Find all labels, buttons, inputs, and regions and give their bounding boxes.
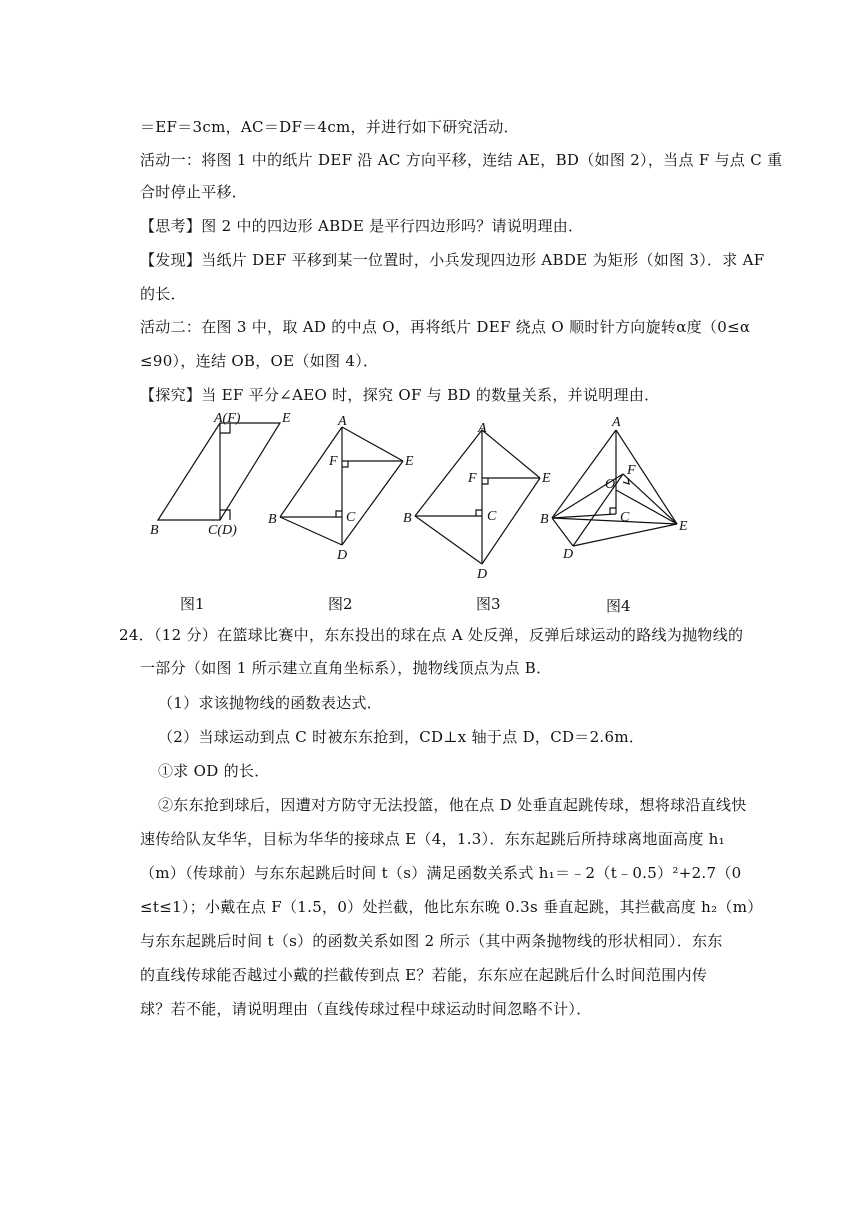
fig4-label-c: C — [620, 510, 630, 525]
fig1-label-b: B — [150, 523, 159, 538]
p24-line-9: ≤t≤1）；小戴在点 F（1.5，0）处拦截，他比东东晚 0.3s 垂直起跳，其拦截高度 h₂（m） — [140, 898, 763, 916]
p24-line-12: 球？若不能，请说明理由（直线传球过程中球运动时间忽略不计）． — [140, 1000, 592, 1018]
p23-line-8: ≤90），连结 OB，OE（如图 4）． — [140, 352, 379, 370]
fig2-label-d: D — [337, 548, 348, 563]
figure-4 — [540, 412, 700, 576]
fig4-label-a: A — [612, 415, 621, 430]
fig3-label-c: C — [487, 509, 497, 524]
p24-line-10: 与东东起跳后时间 t（s）的函数关系如图 2 所示（其中两条抛物线的形状相同）．东东 — [140, 932, 723, 950]
fig4-caption: 图4 — [606, 597, 631, 615]
figure-2 — [270, 415, 420, 584]
p23-line-6: 的长． — [140, 285, 186, 303]
fig2-label-e: E — [405, 454, 414, 469]
fig3-label-e: E — [542, 471, 551, 486]
fig2-caption: 图2 — [328, 595, 353, 613]
p24-line-3: （1）求该抛物线的函数表达式． — [158, 694, 383, 712]
fig1-caption: 图1 — [180, 595, 205, 613]
p23-line-2: 活动一：将图 1 中的纸片 DEF 沿 AC 方向平移，连结 AE，BD（如图 2），当点 F 与点 C 重 — [140, 151, 783, 169]
p24-line-5: ①求 OD 的长． — [158, 762, 270, 780]
p24-line-8: （m）（传球前）与东东起跳后时间 t（s）满足函数关系式 h₁＝﹣2（t﹣0.5）²+2.7（0 — [140, 864, 742, 882]
fig3-caption: 图3 — [476, 595, 501, 613]
p24-line-2: 一部分（如图 1 所示建立直角坐标系），抛物线顶点为点 B． — [140, 659, 552, 677]
fig4-label-b: B — [540, 512, 549, 527]
fig2-label-a: A — [338, 414, 347, 429]
p23-line-3: 合时停止平移． — [140, 183, 248, 201]
p23-line-5: 【发现】当纸片 DEF 平移到某一位置时，小兵发现四边形 ABDE 为矩形（如图 3）．求 AF — [140, 251, 765, 269]
p24-line-4: （2）当球运动到点 C 时被东东抢到，CD⊥x 轴于点 D，CD＝2.6m． — [158, 728, 645, 746]
fig3-label-a: A — [478, 421, 487, 436]
fig3-label-d: D — [477, 567, 488, 582]
figure-3 — [400, 418, 560, 584]
fig2-label-c: C — [346, 510, 356, 525]
fig2-label-b: B — [268, 512, 277, 527]
p23-line-4: 【思考】图 2 中的四边形 ABDE 是平行四边形吗？请说明理由． — [140, 217, 584, 235]
p23-line-7: 活动二：在图 3 中，取 AD 的中点 O，再将纸片 DEF 绕点 O 顺时针方向旋转α度（0≤α — [140, 318, 751, 336]
p23-line-1: ＝EF＝3cm，AC＝DF＝4cm，并进行如下研究活动． — [140, 118, 519, 136]
fig1-label-af: A(F) — [214, 411, 241, 426]
p24-line-11: 的直线传球能否越过小戴的拦截传到点 E？若能，东东应在起跳后什么时间范围内传 — [140, 966, 708, 984]
fig3-label-f: F — [468, 471, 477, 486]
fig4-label-f: F — [627, 463, 636, 478]
p23-line-9: 【探究】当 EF 平分∠AEO 时，探究 OF 与 BD 的数量关系，并说明理由． — [140, 386, 660, 404]
p24-line-7: 速传给队友华华，目标为华华的接球点 E（4，1.3）．东东起跳后所持球离地面高度 h₁ — [140, 830, 725, 848]
p24-line-1: 24．（12 分）在篮球比赛中，东东投出的球在点 A 处反弹，反弹后球运动的路线为抛物线的 — [119, 626, 744, 644]
fig3-label-b: B — [403, 511, 412, 526]
fig1-label-cd: C(D) — [208, 523, 237, 538]
fig4-label-d: D — [563, 547, 574, 562]
fig4-label-e: E — [679, 519, 688, 534]
fig1-label-e: E — [282, 411, 291, 426]
fig2-label-f: F — [329, 454, 338, 469]
fig4-label-o: O — [605, 477, 616, 492]
p24-line-6: ②东东抢到球后，因遭对方防守无法投篮，他在点 D 处垂直起跳传球，想将球沿直线快 — [158, 796, 747, 814]
